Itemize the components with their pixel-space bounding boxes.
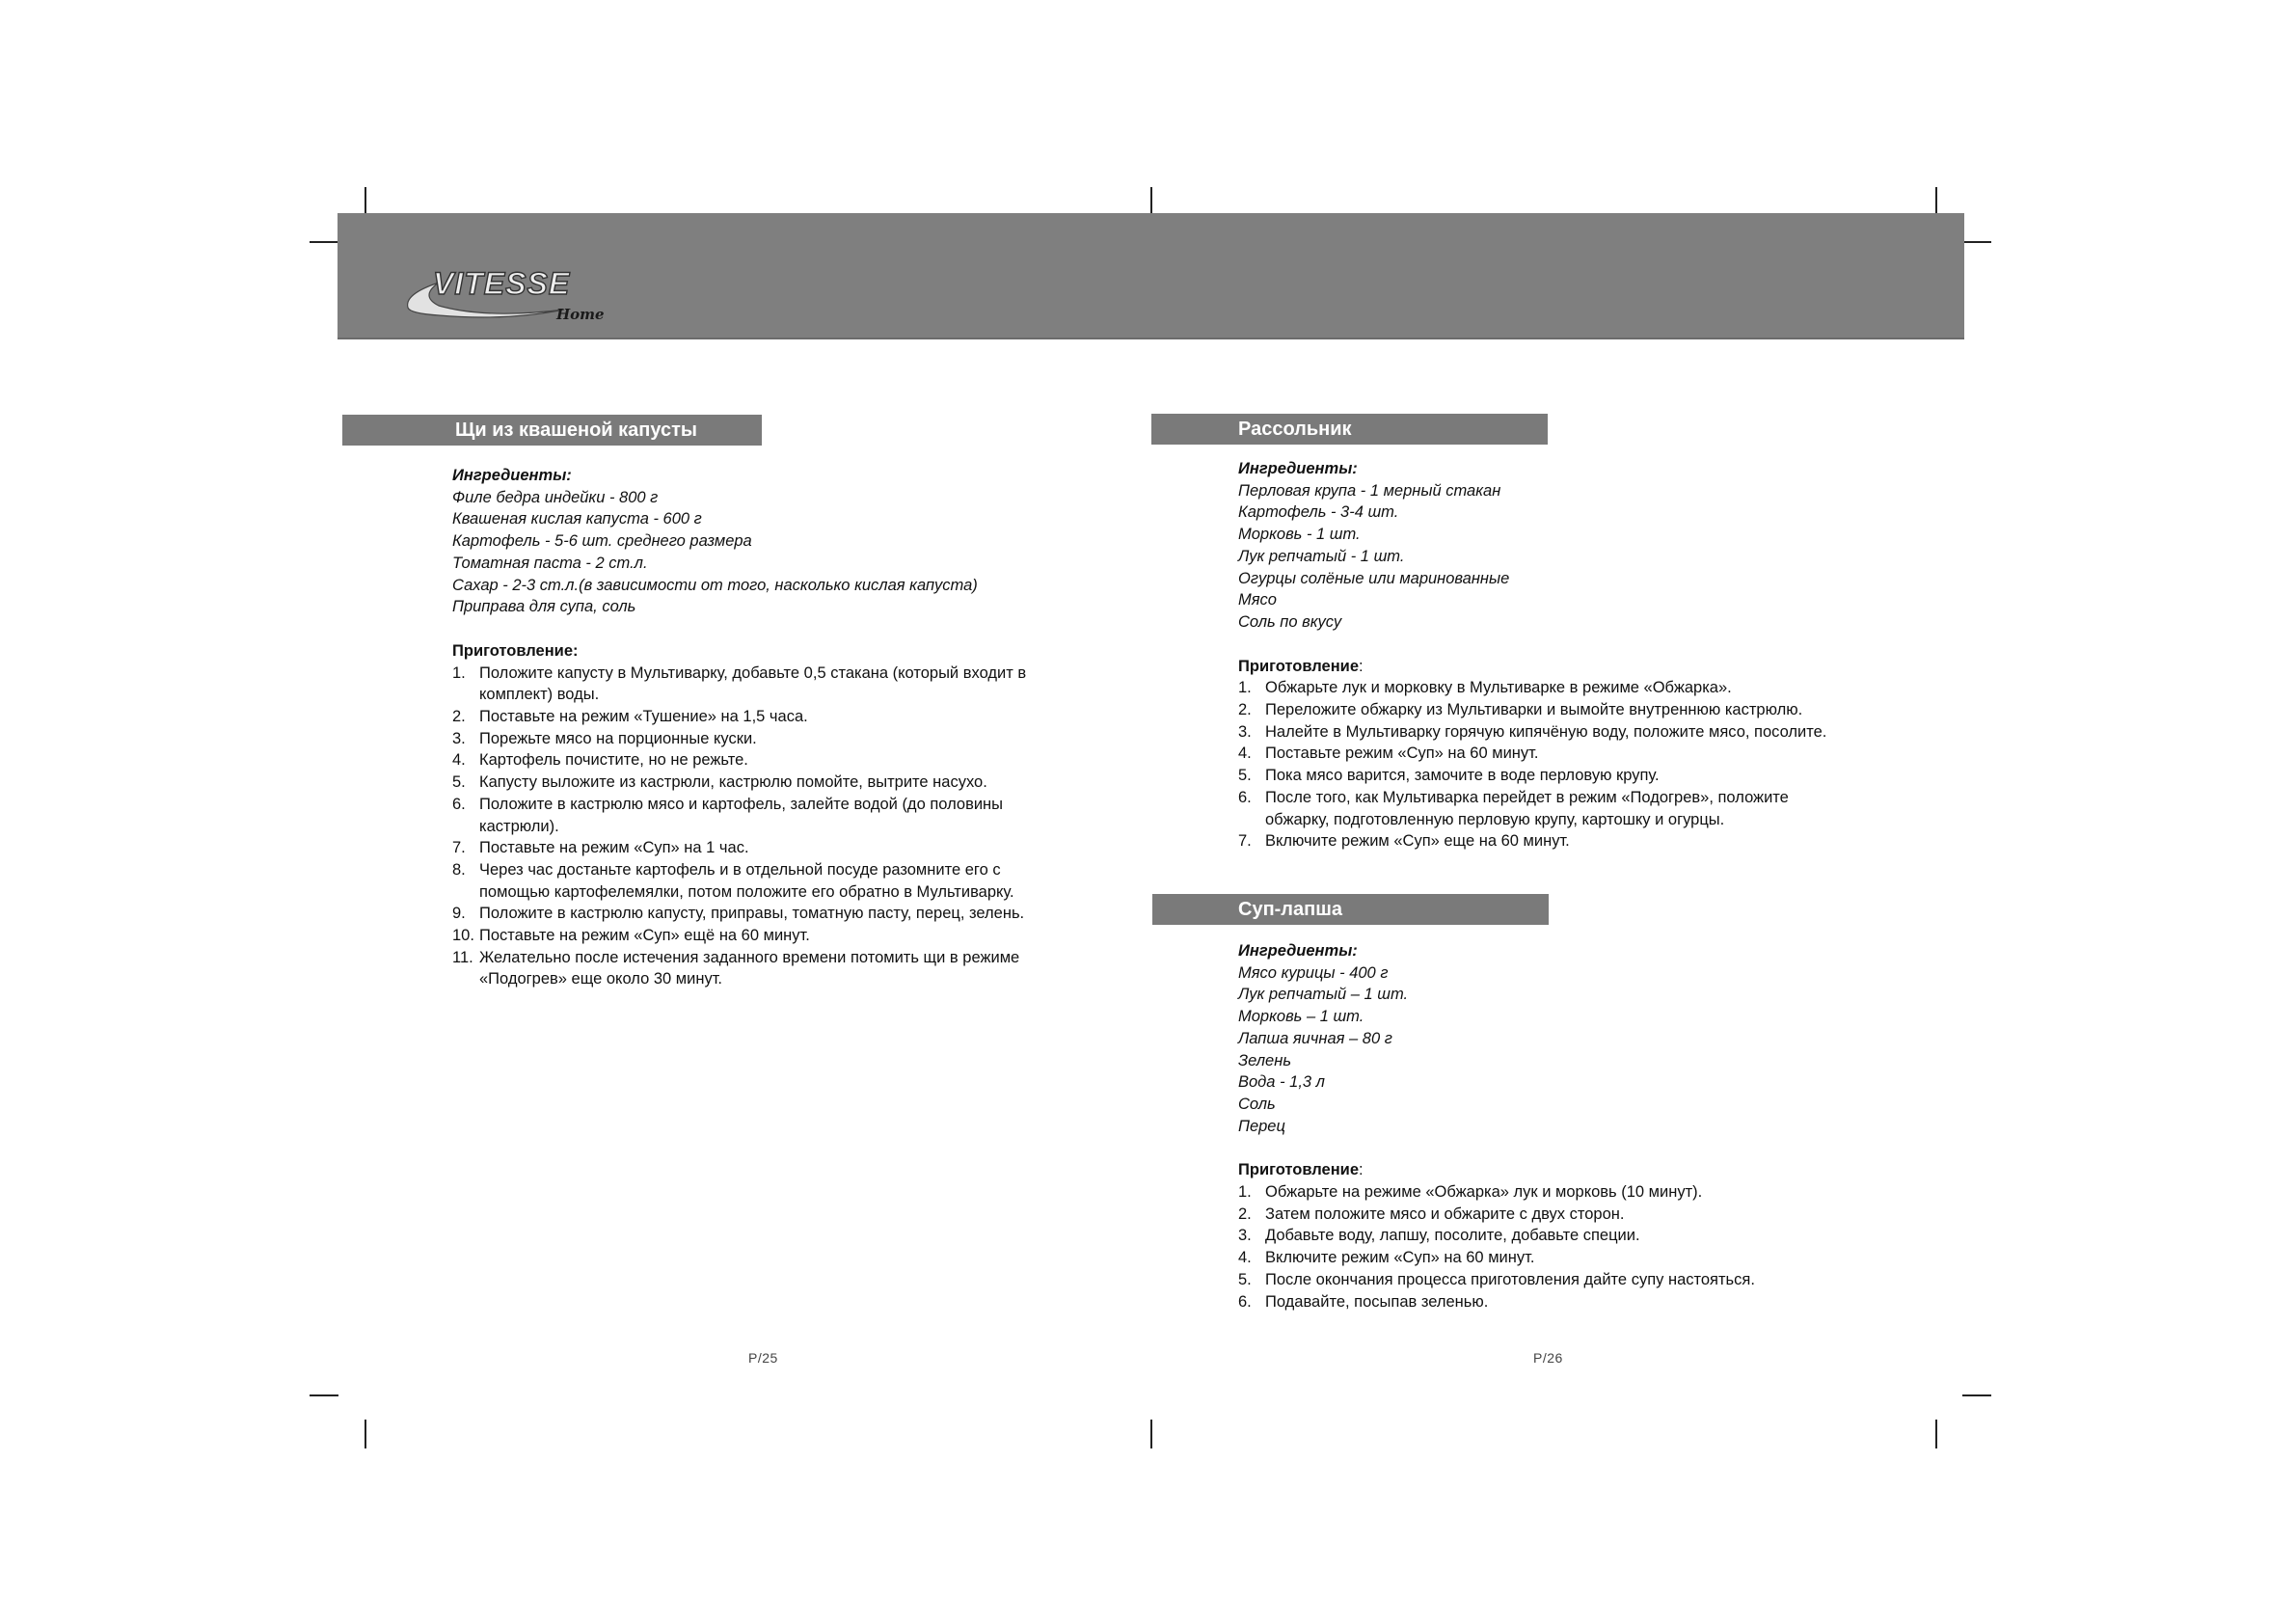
step-item	[1238, 1181, 1755, 1204]
step-item	[452, 771, 1026, 794]
step-text: Обжарьте на режиме «Обжарка» лук и морковь (10 минут).	[1265, 1183, 1703, 1202]
section-title-text: Суп-лапша	[1238, 899, 1343, 920]
page-number: P/26	[1533, 1350, 1563, 1366]
crop-mark	[1150, 1420, 1152, 1448]
step-number: 6.	[1238, 788, 1252, 806]
step-text: Положите в кастрюлю капусту, приправы, томатную пасту, перец, зелень.	[479, 905, 1025, 923]
step-item	[1238, 830, 1826, 853]
step-number: 10.	[452, 927, 474, 945]
step-text: Налейте в Мультиварку горячую кипячёную воду, положите мясо, посолите.	[1265, 722, 1827, 741]
step-text: Картофель почистите, но не режьте.	[479, 751, 748, 770]
step-number: 5.	[452, 773, 466, 792]
step-text: Поставьте на режим «Суп» на 1 час.	[479, 839, 749, 857]
step-number: 2.	[1238, 701, 1252, 719]
step-text: «Подогрев» еще около 30 минут.	[479, 970, 723, 988]
step-text: комплект) воды.	[479, 686, 600, 704]
step-item	[1238, 1247, 1755, 1269]
step-text: Обжарьте лук и морковку в Мультиварке в режиме «Обжарка».	[1265, 679, 1732, 697]
preparation-label-text: Приготовление	[1238, 657, 1359, 675]
step-number: 3.	[1238, 1227, 1252, 1245]
step-number: 4.	[1238, 1249, 1252, 1267]
crop-mark	[1962, 241, 1991, 243]
step-text: Положите в кастрюлю мясо и картофель, залейте водой (до половины	[479, 795, 1004, 813]
step-number: 3.	[452, 729, 466, 747]
step-text: обжарку, подготовленную перловую крупу, картошку и огурцы.	[1265, 810, 1725, 828]
ingredient-item: Огурцы солёные или маринованные	[1238, 569, 1510, 587]
section-title-noodle-soup	[1152, 894, 1549, 925]
ingredient-item: Морковь – 1 шт.	[1238, 1008, 1364, 1026]
step-item	[1238, 1204, 1755, 1226]
step-text: Капусту выложите из кастрюли, кастрюлю помойте, вытрите насухо.	[479, 773, 987, 792]
step-number: 8.	[452, 860, 466, 879]
recipe-rassolnik	[1238, 458, 1826, 853]
step-item	[1238, 1225, 1755, 1247]
step-number: 1.	[1238, 1183, 1252, 1202]
step-text: Включите режим «Суп» еще на 60 минут.	[1265, 832, 1570, 851]
brand-logo	[400, 259, 632, 327]
ingredient-item: Перец	[1238, 1117, 1285, 1135]
logo-subtext: Home	[556, 306, 605, 323]
ingredient-item: Соль по вкусу	[1238, 612, 1342, 631]
ingredient-item: Квашеная кислая капуста - 600 г	[452, 510, 702, 528]
step-number: 7.	[452, 839, 466, 857]
step-item	[452, 706, 1026, 728]
ingredient-item: Приправа для супа, соль	[452, 598, 636, 616]
ingredient-item: Морковь - 1 шт.	[1238, 526, 1361, 544]
ingredient-item: Картофель - 5-6 шт. среднего размера	[452, 532, 752, 551]
preparation-label	[1238, 656, 1826, 678]
step-text: После того, как Мультиварка перейдет в режим «Подогрев», положите	[1265, 788, 1789, 806]
page-number: P/25	[748, 1350, 778, 1366]
step-item	[452, 728, 1026, 750]
crop-mark	[310, 1394, 338, 1396]
recipe-shchi	[452, 465, 1026, 990]
step-item	[1238, 743, 1826, 765]
step-item	[1238, 765, 1826, 787]
ingredients-label: Ингредиенты:	[1238, 942, 1358, 960]
step-text: Порежьте мясо на порционные куски.	[479, 729, 757, 747]
ingredient-item: Сахар - 2-3 ст.л.(в зависимости от того, насколько кислая капуста)	[452, 576, 978, 594]
recipe-noodle-soup	[1238, 940, 1755, 1313]
ingredient-item: Картофель - 3-4 шт.	[1238, 503, 1399, 522]
crop-mark	[1150, 187, 1152, 216]
step-text: Желательно после истечения заданного времени потомить щи в режиме	[479, 948, 1020, 966]
step-item	[1238, 1291, 1755, 1313]
preparation-label	[1238, 1159, 1755, 1181]
step-text: Через час достаньте картофель и в отдельной посуде разомните его с	[479, 860, 1001, 879]
step-number: 3.	[1238, 722, 1252, 741]
step-text: Включите режим «Суп» на 60 минут.	[1265, 1249, 1535, 1267]
step-number: 5.	[1238, 767, 1252, 785]
ingredient-item: Вода - 1,3 л	[1238, 1073, 1325, 1092]
step-item	[452, 925, 1026, 947]
step-item	[1238, 787, 1826, 830]
step-number: 7.	[1238, 832, 1252, 851]
step-item	[452, 837, 1026, 859]
step-text: Пока мясо варится, замочите в воде перловую крупу.	[1265, 767, 1660, 785]
step-item	[1238, 677, 1826, 699]
logo-wordmark: VITESSE	[433, 266, 571, 301]
step-number: 1.	[452, 663, 466, 682]
ingredient-item: Зелень	[1238, 1051, 1291, 1069]
ingredient-item: Соль	[1238, 1095, 1276, 1113]
step-text: Переложите обжарку из Мультиварки и вымойте внутреннюю кастрюлю.	[1265, 701, 1803, 719]
ingredient-item: Лук репчатый – 1 шт.	[1238, 986, 1409, 1004]
crop-mark	[1935, 187, 1937, 216]
crop-mark	[1962, 1394, 1991, 1396]
step-number: 6.	[1238, 1292, 1252, 1311]
ingredient-item: Филе бедра индейки - 800 г	[452, 488, 659, 506]
step-item	[452, 859, 1026, 903]
step-text: Поставьте на режим «Суп» ещё на 60 минут.	[479, 927, 810, 945]
step-text: помощью картофелемялки, потом положите его обратно в Мультиварку.	[479, 882, 1014, 901]
step-text: Затем положите мясо и обжарите с двух сторон.	[1265, 1204, 1625, 1223]
step-number: 4.	[1238, 744, 1252, 763]
section-title-text: Щи из квашеной капусты	[455, 420, 697, 441]
step-number: 11.	[452, 948, 473, 966]
step-number: 2.	[452, 708, 466, 726]
step-item	[1238, 1269, 1755, 1291]
step-number: 5.	[1238, 1270, 1252, 1288]
ingredient-item: Перловая крупа - 1 мерный стакан	[1238, 481, 1501, 500]
step-text: Поставьте на режим «Тушение» на 1,5 часа.	[479, 708, 808, 726]
preparation-label-text: Приготовление	[1238, 1161, 1359, 1179]
step-text: Положите капусту в Мультиварку, добавьте 0,5 стакана (который входит в	[479, 663, 1027, 682]
crop-mark	[365, 187, 366, 216]
step-number: 2.	[1238, 1204, 1252, 1223]
ingredients-label: Ингредиенты:	[452, 467, 572, 484]
ingredients-label: Ингредиенты:	[1238, 460, 1358, 477]
preparation-label: Приготовление:	[452, 641, 579, 660]
step-text: После окончания процесса приготовления дайте супу настояться.	[1265, 1270, 1755, 1288]
step-text: Подавайте, посыпав зеленью.	[1265, 1292, 1489, 1311]
ingredient-item: Лук репчатый - 1 шт.	[1238, 547, 1405, 565]
step-item	[452, 663, 1026, 706]
ingredient-item: Мясо	[1238, 591, 1277, 609]
step-number: 4.	[452, 751, 466, 770]
ingredient-item: Томатная паста - 2 ст.л.	[452, 554, 648, 572]
step-item	[452, 794, 1026, 837]
crop-mark	[1935, 1420, 1937, 1448]
step-item	[1238, 699, 1826, 721]
step-number: 9.	[452, 905, 466, 923]
ingredient-item: Лапша яичная – 80 г	[1238, 1029, 1392, 1047]
step-item	[1238, 721, 1826, 744]
step-text: Поставьте режим «Суп» на 60 минут.	[1265, 744, 1539, 763]
step-item	[452, 749, 1026, 771]
section-title-text: Рассольник	[1238, 419, 1352, 440]
crop-mark	[365, 1420, 366, 1448]
section-title-shchi	[342, 415, 762, 446]
step-text: кастрюли).	[479, 817, 559, 835]
preparation-label-colon: :	[1359, 1161, 1364, 1179]
step-number: 6.	[452, 795, 466, 813]
step-item	[452, 947, 1026, 990]
step-text: Добавьте воду, лапшу, посолите, добавьте специи.	[1265, 1227, 1640, 1245]
crop-mark	[310, 241, 338, 243]
header-band	[338, 213, 1964, 339]
ingredient-item: Мясо курицы - 400 г	[1238, 963, 1389, 982]
preparation-label-colon: :	[1359, 657, 1364, 675]
step-number: 1.	[1238, 679, 1252, 697]
step-item	[452, 903, 1026, 925]
section-title-rassolnik	[1151, 414, 1548, 445]
